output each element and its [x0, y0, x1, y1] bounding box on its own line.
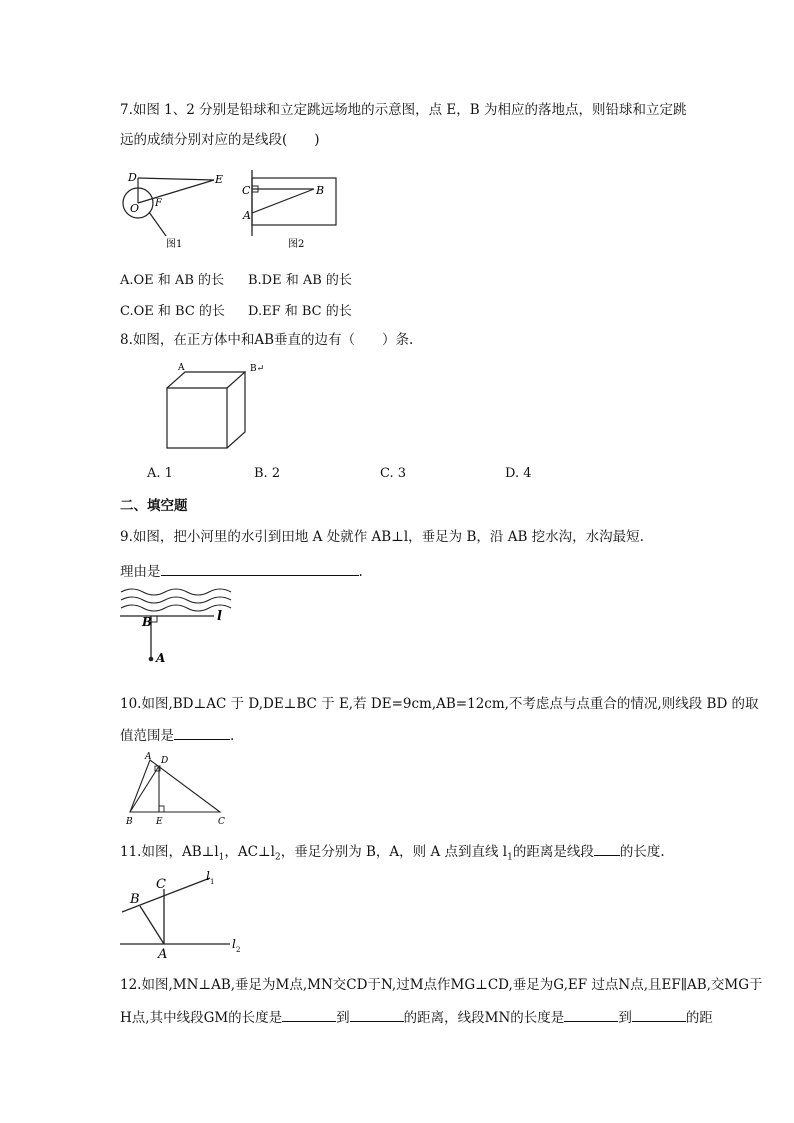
- q12-blank-3[interactable]: [564, 1007, 618, 1022]
- q10-triangle-figure: [122, 752, 232, 828]
- q12-text-d: 到: [618, 1010, 632, 1026]
- q10-answer-blank[interactable]: [174, 725, 230, 740]
- label-O: O: [130, 202, 140, 215]
- q11-sub-1: 1: [218, 852, 225, 863]
- q8-option-c: C. 3: [380, 466, 407, 481]
- q12-blank-2[interactable]: [350, 1007, 404, 1022]
- q10-label-D: D: [161, 756, 169, 766]
- q11-label-l1: l: [206, 869, 210, 883]
- q9-label-l: l: [217, 609, 222, 624]
- q11-sub-3: 1: [507, 852, 513, 863]
- q11-text-e: 的长度.: [619, 844, 665, 860]
- q11-text-b: ，AC⊥l: [224, 844, 275, 860]
- label-A: A: [243, 209, 251, 222]
- q12-blank-1[interactable]: [282, 1007, 336, 1022]
- q9-river-figure: [118, 586, 238, 668]
- q8-option-d: D. 4: [505, 466, 532, 481]
- q11-label-l2: l: [232, 937, 236, 951]
- cube-label-B: B↵: [250, 364, 265, 374]
- q11-sub-2: 2: [274, 852, 281, 863]
- q10-line2: [120, 725, 234, 745]
- q7-option-a: A.OE 和 AB 的长: [120, 273, 225, 288]
- q12-text-a: H点,其中线段GM的长度是: [120, 1010, 283, 1026]
- q10-label-C: C: [218, 817, 225, 827]
- q10-range-suffix: .: [230, 728, 235, 744]
- label-F: F: [155, 198, 162, 209]
- q11-answer-blank[interactable]: [594, 841, 620, 856]
- q9-label-B: B: [142, 615, 153, 629]
- q9-label-A: A: [156, 651, 166, 665]
- q9-reason-suffix: .: [358, 564, 363, 580]
- fig2-caption: 图2: [288, 239, 305, 250]
- cube-label-A: A: [178, 363, 185, 373]
- label-B: B: [316, 184, 325, 197]
- q8-cube-figure: [160, 362, 270, 454]
- q7-option-b: B.DE 和 AB 的长: [248, 273, 352, 288]
- q11-label-l1-sub: 1: [210, 878, 215, 886]
- q12-blank-4[interactable]: [632, 1007, 686, 1022]
- q10-line1: 10.如图,BD⊥AC 于 D,DE⊥BC 于 E,若 DE=9cm,AB=12cm,不考虑点与点重合的情况,则线段 BD 的取: [120, 696, 759, 712]
- q11-label-C: C: [156, 877, 166, 892]
- label-E: E: [215, 173, 224, 186]
- q11-line1: [120, 841, 665, 867]
- q7-figure-2: [240, 168, 340, 250]
- q11-text-d: 的距离是线段: [512, 844, 594, 860]
- q7-figure-1: [116, 168, 226, 250]
- q12-line1: 12.如图,MN⊥AB,垂足为M点,MN交CD于N,过M点作MG⊥CD,垂足为G,EF 过点N点,且EF∥AB,交MG于: [120, 977, 763, 993]
- q9-answer-blank[interactable]: [161, 561, 359, 576]
- label-C: C: [242, 184, 251, 197]
- q8-option-b: B. 2: [254, 466, 281, 481]
- q8-line1: 8.如图，在正方体中和AB垂直的边有（ ）条.: [120, 332, 414, 348]
- q12-text-b: 到: [336, 1010, 350, 1026]
- q7-line1: 7.如图 1、2 分别是铅球和立定跳远场地的示意图，点 E，B 为相应的落地点，则铅球和立定跳: [120, 102, 687, 118]
- q10-label-E: E: [156, 817, 163, 827]
- q7-option-c: C.OE 和 BC 的长: [120, 304, 225, 319]
- q11-text-a: 11.如图，AB⊥l: [120, 844, 219, 860]
- q9-line2: [120, 561, 363, 581]
- q12-line2: [120, 1007, 713, 1027]
- section-title-fill-in: 二、填空题: [120, 498, 188, 514]
- label-D: D: [128, 171, 137, 184]
- q11-text-c: ，垂足分别为 B，A，则 A 点到直线 l: [280, 844, 508, 860]
- q11-label-l2-sub: 2: [236, 946, 241, 954]
- q10-range-prefix: 值范围是: [120, 728, 174, 744]
- q12-text-c: 的距离，线段MN的长度是: [403, 1010, 565, 1026]
- q11-lines-figure: [118, 868, 248, 960]
- fig1-caption: 图1: [166, 239, 183, 250]
- q9-line1: 9.如图，把小河里的水引到田地 A 处就作 AB⊥l，垂足为 B，沿 AB 挖水沟，水沟最短.: [120, 529, 644, 545]
- q7-option-d: D.EF 和 BC 的长: [248, 304, 352, 319]
- q12-text-e: 的距: [685, 1010, 713, 1026]
- q7-line2: 远的成绩分别对应的是线段( ): [120, 132, 320, 148]
- q11-label-A: A: [158, 947, 168, 960]
- q8-option-a: A. 1: [147, 466, 173, 481]
- q9-reason-prefix: 理由是: [120, 564, 161, 580]
- q11-label-B: B: [130, 892, 140, 907]
- q10-label-B: B: [126, 817, 133, 827]
- q10-label-A: A: [145, 752, 152, 762]
